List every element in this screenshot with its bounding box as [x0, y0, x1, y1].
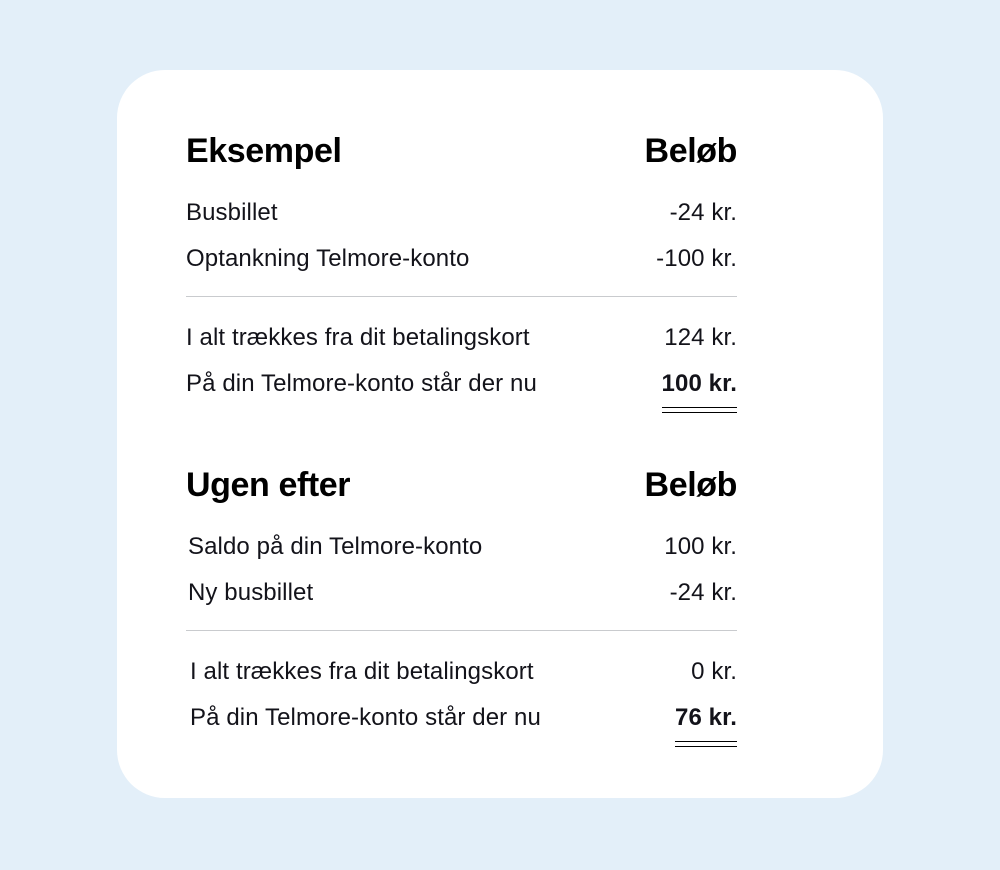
section-eksempel [186, 128, 737, 407]
total-label: I alt trækkes fra dit betalingskort [186, 324, 530, 351]
spacer [186, 631, 737, 649]
row-amount: -24 kr. [669, 199, 737, 226]
table-row-balance [186, 695, 737, 741]
row-amount: 100 kr. [664, 533, 737, 560]
row-amount: -24 kr. [669, 579, 737, 606]
table-row-balance [186, 361, 737, 407]
spacer [186, 297, 737, 315]
section-title: Ugen efter [186, 466, 351, 504]
total-amount: 0 kr. [691, 658, 737, 685]
balance-label: På din Telmore-konto står der nu [186, 370, 537, 397]
spacer [186, 282, 737, 296]
balance-label: På din Telmore-konto står der nu [190, 704, 541, 731]
table-row [186, 570, 737, 616]
row-label: Ny busbillet [188, 579, 314, 606]
section-ugen-efter [186, 462, 737, 741]
table-row-total [186, 315, 737, 361]
total-amount: 124 kr. [664, 324, 737, 351]
table-row [186, 190, 737, 236]
spacer [186, 616, 737, 630]
table-row [186, 236, 737, 282]
spacer [186, 174, 737, 190]
table-row-total [186, 649, 737, 695]
balance-amount: 100 kr. [662, 361, 737, 409]
row-amount: -100 kr. [656, 245, 737, 272]
amount-column-header: Beløb [644, 132, 737, 170]
row-label: Optankning Telmore-konto [186, 245, 470, 272]
section-header-row [186, 462, 737, 508]
total-label: I alt trækkes fra dit betalingskort [190, 658, 534, 685]
section-title: Eksempel [186, 132, 342, 170]
section-header-row [186, 128, 737, 174]
amount-column-header: Beløb [644, 466, 737, 504]
row-label: Saldo på din Telmore-konto [188, 533, 483, 560]
table-row [186, 524, 737, 570]
row-label: Busbillet [186, 199, 278, 226]
spacer [186, 508, 737, 524]
summary-card [117, 70, 883, 798]
balance-amount: 76 kr. [675, 695, 737, 743]
